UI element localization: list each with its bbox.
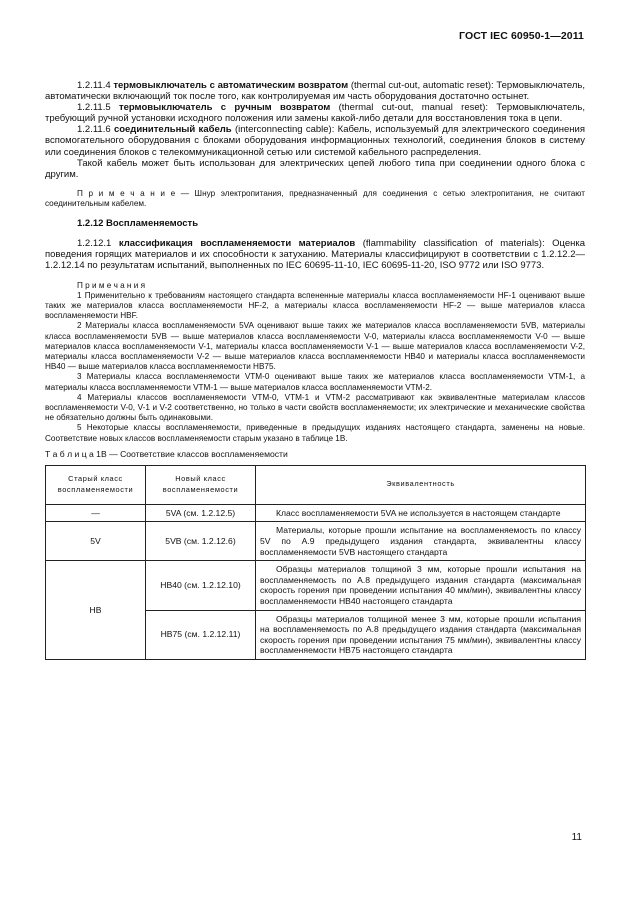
cell-new-class: 5VA (см. 1.2.12.5) xyxy=(146,504,256,522)
cell-equivalence: Образцы материалов толщиной менее 3 мм, которые прошли испытания на воспламеняемость по А.8 предыдущего издания стандарта (максимальная скорость горения при проведении испытания 75 мм/мин), эквивалентны классу воспламеняемости HB75 настоящего стандарта xyxy=(256,610,586,659)
section-title-flammability: 1.2.12 Воспламеняемость xyxy=(77,218,199,230)
clause-number: 1.2.11.5 xyxy=(77,102,119,114)
notes-label: П р и м е ч а н и я xyxy=(77,280,146,290)
term: термовыключатель с автоматическим возвратом xyxy=(113,80,349,91)
flammability-table xyxy=(45,465,586,660)
definition-text: (thermal cut-out, manual reset): Термовыключатель, требующий ручной установки исходного положения или замены какой-либо детали для восстановления тока в цепи. xyxy=(45,102,585,125)
table-row xyxy=(46,561,586,610)
table-caption-text: 1В — Соответствие классов воспламеняемости xyxy=(93,448,288,459)
term: термовыключатель с ручным возвратом xyxy=(118,102,331,114)
note-item: 1 Применительно к требованиям настоящего стандарта вспененные материалы класса воспламеняемости HF-1 оценивают выше таких же материалов класса воспламеняемости HF-2, а материалы класса воспламеняемости HF-2 — выше материалов класса воспламеняемости HBF. xyxy=(45,290,585,321)
note-item: 2 Материалы класса воспламеняемости 5VA оценивают выше таких же материалов класса воспламеняемости 5VB, материалы класса воспламеняемости 5VB — выше материалов класса воспламеняемости V-0, материалы класса воспламеняемости V-0 — выше материалов класса воспламеняемости V-1, материалы класса воспламеняемости V-1 — выше материалов класса воспламеняемости V-2, материалы класса воспламеняемости V-2 — выше материалов класса воспламеняемости HB40 и материалы класса воспламеняемости HB40 — выше материалов класса воспламеняемости HB75. xyxy=(45,321,585,372)
header-equivalence: Эквивалентность xyxy=(256,465,586,504)
paragraph-cable-usage: Такой кабель может быть использован для электрических цепей любого типа при соединении одного блока с другим. xyxy=(45,157,585,180)
definition-thermal-cutout-manual xyxy=(45,102,585,124)
note-item: 4 Материалы классов воспламеняемости VTM-0, VTM-1 и VTM-2 рассматривают как эквивалентные материалам классов воспламеняемости V-0, V-1 и V-2 соответственно, но только в части свойств воспламеняемости; их электрические и механические свойства не обязательно должны быть одинаковыми. xyxy=(45,392,585,423)
definition-text: (interconnecting cable): Кабель, используемый для электрического соединения вспомогательного оборудования с блоками оборудования информационных технологий, соединения блоков в систему или соединения блоков с телекоммуникационной сетью или системой кабельного распределения. xyxy=(45,124,585,158)
note-power-cord xyxy=(45,189,585,209)
cell-equivalence: Класс воспламеняемости 5VA не используется в настоящем стандарте xyxy=(256,504,586,522)
cell-new-class: HB40 (см. 1.2.12.10) xyxy=(146,561,256,610)
page-body xyxy=(45,80,585,660)
clause-number: 1.2.11.4 xyxy=(77,80,114,91)
clause-number: 1.2.12.1 xyxy=(77,238,119,250)
header-old-class: Старый класс воспламеняемости xyxy=(46,465,146,504)
clause-number: 1.2.11.6 xyxy=(77,124,114,136)
cell-new-class: HB75 (см. 1.2.12.11) xyxy=(146,610,256,659)
table-row xyxy=(46,522,586,561)
cell-equivalence: Материалы, которые прошли испытание на воспламеняемость по классу 5V по А.9 предыдущего издания стандарта, эквивалентны классу воспламеняемости 5VB настоящего стандарта xyxy=(256,522,586,561)
cell-equivalence: Образцы материалов толщиной 3 мм, которые прошли испытания на воспламеняемость по А.8 предыдущего издания стандарта (максимальная скорость горения при проведении испытания 40 мм/мин), эквивалентны классу воспламеняемости HB40 настоящего стандарта xyxy=(256,561,586,610)
definition-text: (thermal cut-out, automatic reset): Термовыключатель, автоматически включающий ток после того, как контролируемая им часть оборудования достаточно остынет. xyxy=(45,80,585,103)
table-caption-label: Т а б л и ц а xyxy=(45,448,94,459)
cell-old-class: 5V xyxy=(46,522,146,561)
term: соединительный кабель xyxy=(113,124,232,136)
definition-flammability-classification xyxy=(45,238,585,271)
note-item: 3 Материалы класса воспламеняемости VTM-0 оценивают выше таких же материалов класса воспламеняемости VTM-1, а материалы класса воспламеняемости VTM-1 — выше материалов класса воспламеняемости VTM-2. xyxy=(45,372,585,392)
table-caption xyxy=(45,449,585,460)
document-standard-id: ГОСТ IEC 60950-1—2011 xyxy=(459,30,584,42)
table-header-row xyxy=(46,465,586,504)
cell-old-class: — xyxy=(46,504,146,522)
note-item: 5 Некоторые классы воспламеняемости, приведенные в предыдущих изданиях настоящего стандарта, заменены на новые. Соответствие новых классов воспламеняемости старым указано в таблице 1В. xyxy=(45,423,585,443)
definition-text: (flammability classification of materials): Оценка поведения горящих материалов и их способности к затуханию. Материалы классифицируют в соответствии с 1.2.12.2—1.2.12.14 по результатам испытаний, выполненных по IEC 60695-11-10, IEC 60695-11-20, ISO 9772 или ISO 9773. xyxy=(45,238,585,272)
definition-thermal-cutout-auto xyxy=(45,80,585,102)
header-new-class: Новый класс воспламеняемости xyxy=(146,465,256,504)
definition-interconnecting-cable xyxy=(45,124,585,157)
note-label: П р и м е ч а н и е xyxy=(77,188,176,198)
term: классификация воспламеняемости материалов xyxy=(118,238,356,250)
cell-old-class: HB xyxy=(46,561,146,660)
table-row xyxy=(46,504,586,522)
note-text: — Шнур электропитания, предназначенный для соединения с сетью электропитания, не считают соединительным кабелем. xyxy=(45,188,585,209)
cell-new-class: 5VB (см. 1.2.12.6) xyxy=(146,522,256,561)
page-number: 11 xyxy=(571,832,582,843)
